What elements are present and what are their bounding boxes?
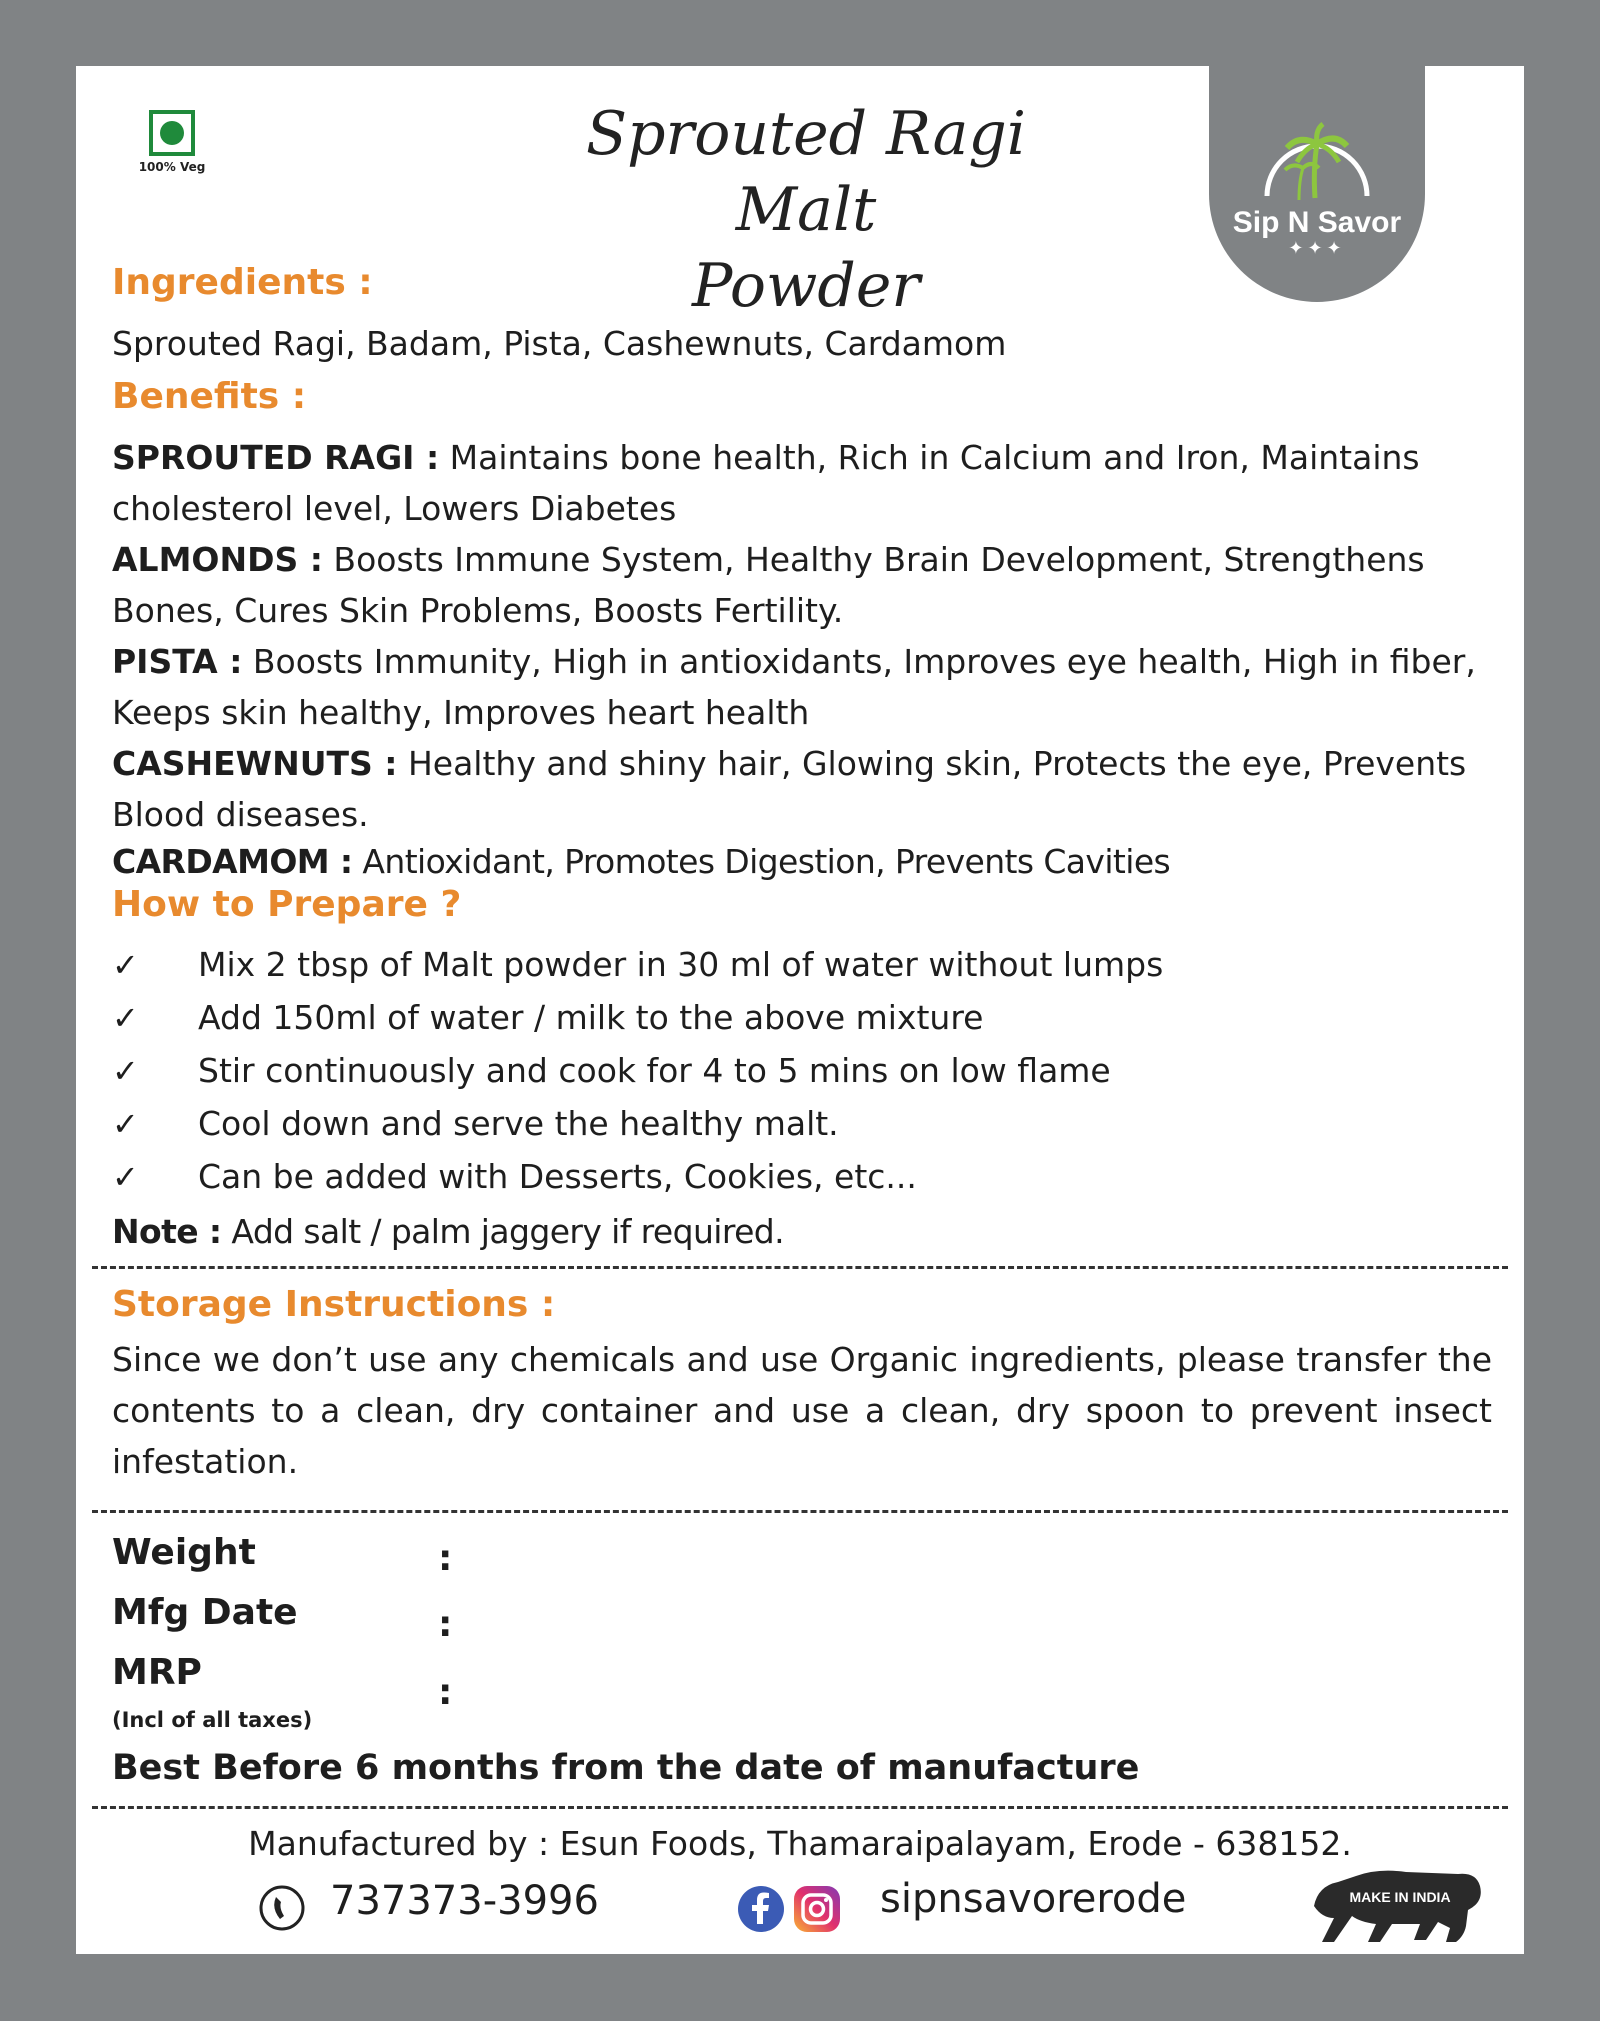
storage-text: Since we don’t use any chemicals and use Organic ingredients, please transfer the contents to a clean, dry container and use a clean, dry spoon to prevent insect infestation. — [112, 1340, 1492, 1481]
prepare-note — [112, 1206, 1492, 1257]
benefit-text: Boosts Immune System, Healthy Brain Development, Strengthens Bones, Cures Skin Problems, Boosts Fertility. — [112, 540, 1425, 630]
product-title — [526, 96, 1086, 324]
checkmark-icon: ✓ — [112, 1104, 139, 1143]
checkmark-icon: ✓ — [112, 1157, 139, 1196]
storage-heading: Storage Instructions : — [112, 1284, 556, 1325]
prepare-heading: How to Prepare ? — [112, 884, 462, 925]
veg-label: 100% Veg — [138, 160, 206, 174]
ingredients-text: Sprouted Ragi, Badam, Pista, Cashewnuts, Cardamom — [112, 324, 1007, 363]
best-before-text: Best Before 6 months from the date of manufacture — [112, 1748, 1140, 1788]
benefit-text: Maintains bone health, Rich in Calcium and Iron, Maintains cholesterol level, Lowers Diabetes — [112, 438, 1420, 528]
veg-mark — [132, 110, 212, 174]
brand-name: Sip N Savor — [1232, 206, 1402, 239]
ingredients-heading: Ingredients : — [112, 262, 373, 303]
benefit-item — [112, 636, 1492, 738]
divider — [92, 1266, 1508, 1269]
prepare-steps — [112, 938, 1163, 1203]
palm-tree-logo-icon — [1253, 118, 1381, 208]
benefit-text: Boosts Immunity, High in antioxidants, Improves eye health, High in fiber, Keeps skin healthy, Improves heart health — [112, 642, 1476, 732]
benefits-heading: Benefits : — [112, 376, 307, 417]
benefit-text: Antioxidant, Promotes Digestion, Prevents Cavities — [352, 842, 1171, 881]
benefit-key: PISTA : — [112, 642, 243, 681]
checkmark-icon: ✓ — [112, 1051, 139, 1090]
checkmark-icon: ✓ — [112, 998, 139, 1037]
make-in-india-lion-icon — [1308, 1862, 1488, 1946]
mfg-date-label: Mfg Date — [112, 1592, 298, 1633]
note-text: Add salt / palm jaggery if required. — [221, 1212, 785, 1251]
mfg-date-colon: : — [438, 1604, 453, 1645]
mrp-label: MRP — [112, 1652, 202, 1693]
list-item: ✓ Mix 2 tbsp of Malt powder in 30 ml of water without lumps — [112, 945, 1164, 984]
make-in-india-text: MAKE IN INDIA — [1349, 1889, 1451, 1905]
list-item: ✓ Cool down and serve the healthy malt. — [112, 1104, 839, 1143]
benefit-text: Healthy and shiny hair, Glowing skin, Protects the eye, Prevents Blood diseases. — [112, 744, 1467, 834]
phone-icon — [258, 1884, 306, 1932]
divider — [92, 1806, 1508, 1809]
list-item: ✓ Stir continuously and cook for 4 to 5 mins on low flame — [112, 1051, 1111, 1090]
benefit-key: ALMONDS : — [112, 540, 323, 579]
list-item: ✓ Add 150ml of water / milk to the above mixture — [112, 998, 984, 1037]
list-item: ✓ Can be added with Desserts, Cookies, etc... — [112, 1157, 917, 1196]
weight-colon: : — [438, 1538, 453, 1579]
facebook-icon — [736, 1884, 786, 1934]
instagram-icon — [792, 1884, 842, 1934]
benefit-key: CASHEWNUTS : — [112, 744, 398, 783]
benefit-item — [112, 432, 1492, 534]
mrp-colon: : — [438, 1672, 453, 1713]
benefit-item — [112, 534, 1492, 636]
title-line-2: Powder — [691, 251, 921, 321]
phone-number: 737373-3996 — [330, 1878, 599, 1924]
brand-stars-icon: ✦✦✦ — [1288, 238, 1346, 259]
brand-tab — [1209, 66, 1425, 302]
note-key: Note : — [112, 1212, 222, 1251]
product-label — [76, 66, 1524, 1954]
title-line-1: Sprouted Ragi Malt — [586, 99, 1026, 245]
veg-symbol-icon — [149, 110, 195, 156]
benefit-key: SPROUTED RAGI : — [112, 438, 440, 477]
mrp-tax-note: (Incl of all taxes) — [112, 1708, 313, 1732]
manufacturer-text: Manufactured by : Esun Foods, Thamaraipalayam, Erode - 638152. — [248, 1824, 1352, 1863]
benefit-item — [112, 738, 1492, 840]
checkmark-icon: ✓ — [112, 945, 139, 984]
benefit-key: CARDAMOM : — [112, 842, 353, 881]
divider — [92, 1510, 1508, 1513]
social-handle: sipnsavorerode — [880, 1876, 1187, 1922]
benefit-item — [112, 836, 1492, 887]
weight-label: Weight — [112, 1532, 256, 1573]
